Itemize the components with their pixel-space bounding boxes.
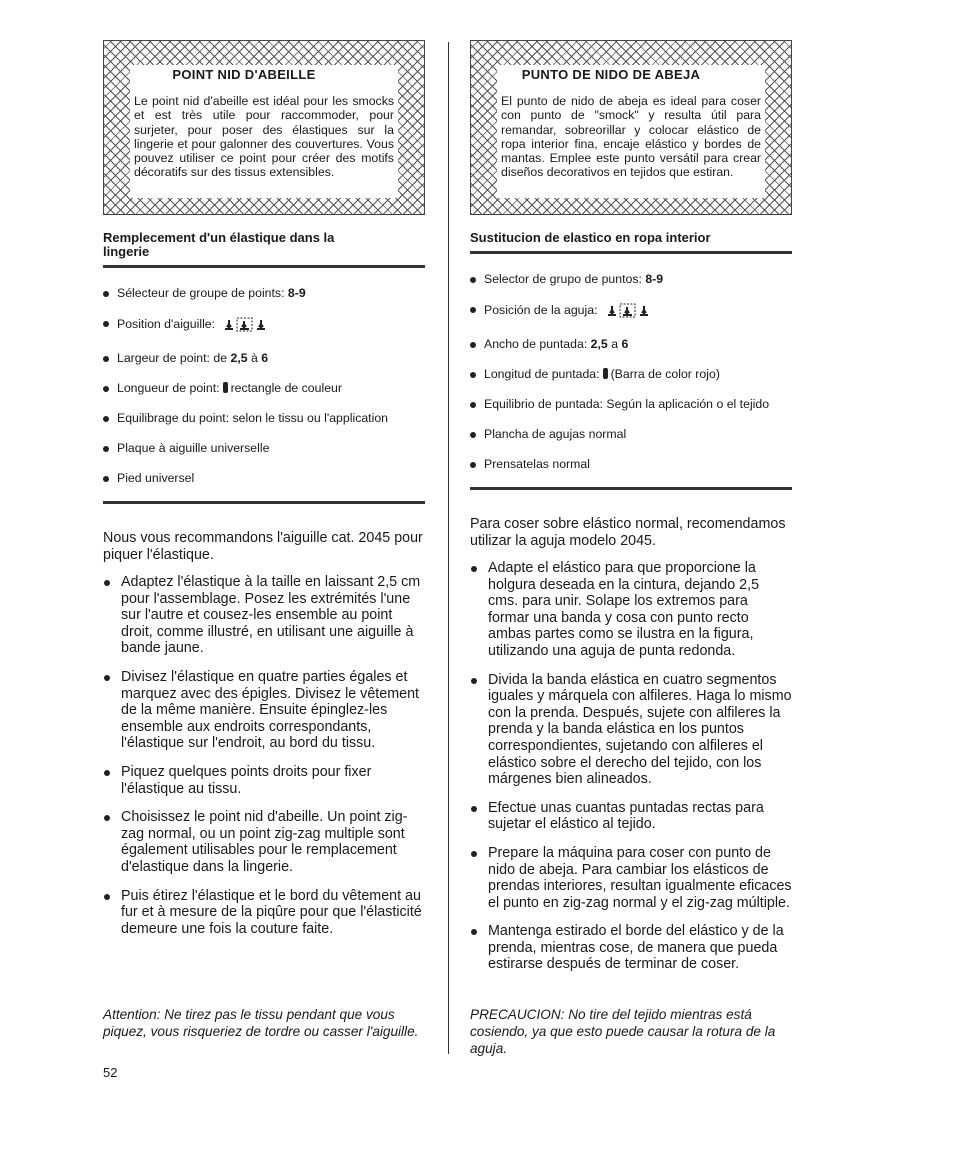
french-column — [103, 40, 425, 949]
french-spec-list — [103, 268, 425, 486]
spanish-info-box — [470, 40, 792, 215]
french-step: Puis étirez l'élastique et le bord du vêtement au fur et à mesure de la piqûre pour que l'élasticité demeure une fois la couture faite. — [103, 888, 425, 938]
spanish-step: Divida la banda elástica en cuatro segmentos iguales y márquela con alfileres. Haga lo mismo con la prenda. Después, sujete con alfileres la prenda y la banda elástica en los puntos correspondientes, sujetando con alfileres el elástico sobre el derecho del tejido, con los márgenes bien alineados. — [470, 672, 792, 788]
spanish-spec-foot: Prensatelas normal — [470, 457, 792, 472]
spanish-spec-length: Longitud de puntada: (Barra de color rojo) — [470, 367, 792, 382]
french-section-heading: Remplecement d'un élastique dans la lingerie — [103, 230, 335, 259]
french-steps — [103, 574, 425, 937]
french-spec-foot: Pied universel — [103, 471, 425, 486]
french-spec-length: Longueur de point: rectangle de couleur — [103, 381, 425, 396]
needle-position-icon — [605, 302, 651, 322]
french-step: Divisez l'élastique en quatre parties égales et marquez avec des épigles. Divisez le vêtement de la même manière. Ensuite épinglez-les ensemble aux endroits correspondants, l'élastique sur l'endroit, au bord du tissu. — [103, 669, 425, 752]
spanish-intro: Para coser sobre elástico normal, recomendamos utilizar la aguja modelo 2045. — [470, 516, 786, 549]
color-rectangle-icon — [603, 368, 608, 379]
french-spec-needle: Position d'aiguille: — [103, 316, 425, 336]
spanish-spec-selector: Selector de grupo de puntos: 8-9 — [470, 272, 792, 287]
french-info-box — [103, 40, 425, 215]
spanish-spec-plate: Plancha de agujas normal — [470, 427, 792, 442]
french-attention: Attention: Ne tirez pas le tissu pendant que vous piquez, vous risqueriez de tordre ou casser l'aiguille. — [103, 1007, 419, 1039]
french-spec-balance: Equilibrage du point: selon le tissu ou l'application — [103, 411, 425, 426]
french-step: Choisissez le point nid d'abeille. Un point zig-zag normal, ou un point zig-zag multiple sont également utilisables pour le remplacement d'elastique dans la lingerie. — [103, 809, 425, 875]
color-rectangle-icon — [223, 382, 228, 393]
french-intro: Nous vous recommandons l'aiguille cat. 2045 pour piquer l'élastique. — [103, 530, 423, 563]
spanish-spec-needle: Posición de la aguja: — [470, 302, 792, 322]
spanish-attention: PRECAUCION: No tire del tejido mientras está cosiendo, ya que esto puede causar la rotura de la aguja. — [470, 1007, 776, 1056]
spanish-step: Prepare la máquina para coser con punto de nido de abeja. Para cambiar los elásticos de prendas interiores, resultan igualmente eficaces el punto en zig-zag normal y el zig-zag múltiple. — [470, 845, 792, 911]
column-divider — [448, 42, 449, 1054]
spanish-box-text: El punto de nido de abeja es ideal para coser con punto de "smock" y resulta útil para remandar, sobreorillar y colocar elástico de ropa interior fina, encaje elástico y bordes de mantas. Emplee este punto versátil para crear diseños decorativos en tejidos que estiran. — [501, 94, 761, 180]
spanish-spec-balance: Equilibrio de puntada: Según la aplicación o el tejido — [470, 397, 792, 412]
french-spec-selector: Sélecteur de groupe de points: 8-9 — [103, 286, 425, 301]
spanish-spec-list — [470, 254, 792, 472]
french-spec-width: Largeur de point: de 2,5 à 6 — [103, 351, 425, 366]
french-step: Piquez quelques points droits pour fixer l'élastique au tissu. — [103, 764, 425, 797]
spanish-column — [470, 40, 792, 985]
french-rule-bottom — [103, 501, 425, 504]
spanish-box-title: PUNTO DE NIDO DE ABEJA — [521, 67, 701, 82]
spanish-spec-width: Ancho de puntada: 2,5 a 6 — [470, 337, 792, 352]
spanish-section-heading: Sustitucion de elastico en ropa interior — [470, 230, 711, 245]
spanish-step: Mantenga estirado el borde del elástico y de la prenda, mientras cose, de manera que pueda estirarse después de terminar de coser. — [470, 923, 792, 973]
spanish-step: Efectue unas cuantas puntadas rectas para sujetar el elástico al tejido. — [470, 800, 792, 833]
page-number: 52 — [103, 1065, 118, 1080]
spanish-rule-bottom — [470, 487, 792, 490]
spanish-steps — [470, 560, 792, 973]
needle-position-icon — [222, 316, 268, 336]
french-box-text: Le point nid d'abeille est idéal pour les smocks et est très utile pour raccommoder, pour surjeter, pour poser des élastiques sur la lingerie et pour galonner des couvertures. Vous pouvez utiliser ce point pour créer des motifs décoratifs sur des tissus extensibles. — [134, 94, 394, 180]
french-spec-plate: Plaque à aiguille universelle — [103, 441, 425, 456]
spanish-step: Adapte el elástico para que proporcione la holgura deseada en la cintura, dejando 2,5 cms. para unir. Solape los extremos para formar una banda y cosa con punto recto ambas partes como se ilustra en la figura, utilizando una aguja de punta redonda. — [470, 560, 792, 660]
french-step: Adaptez l'élastique à la taille en laissant 2,5 cm pour l'assemblage. Posez les extrémités l'une sur l'autre et cousez-les ensemble au point droit, comme illustré, en utilisant une aiguille à bande jaune. — [103, 574, 425, 657]
french-box-title: POINT NID D'ABEILLE — [172, 67, 316, 82]
